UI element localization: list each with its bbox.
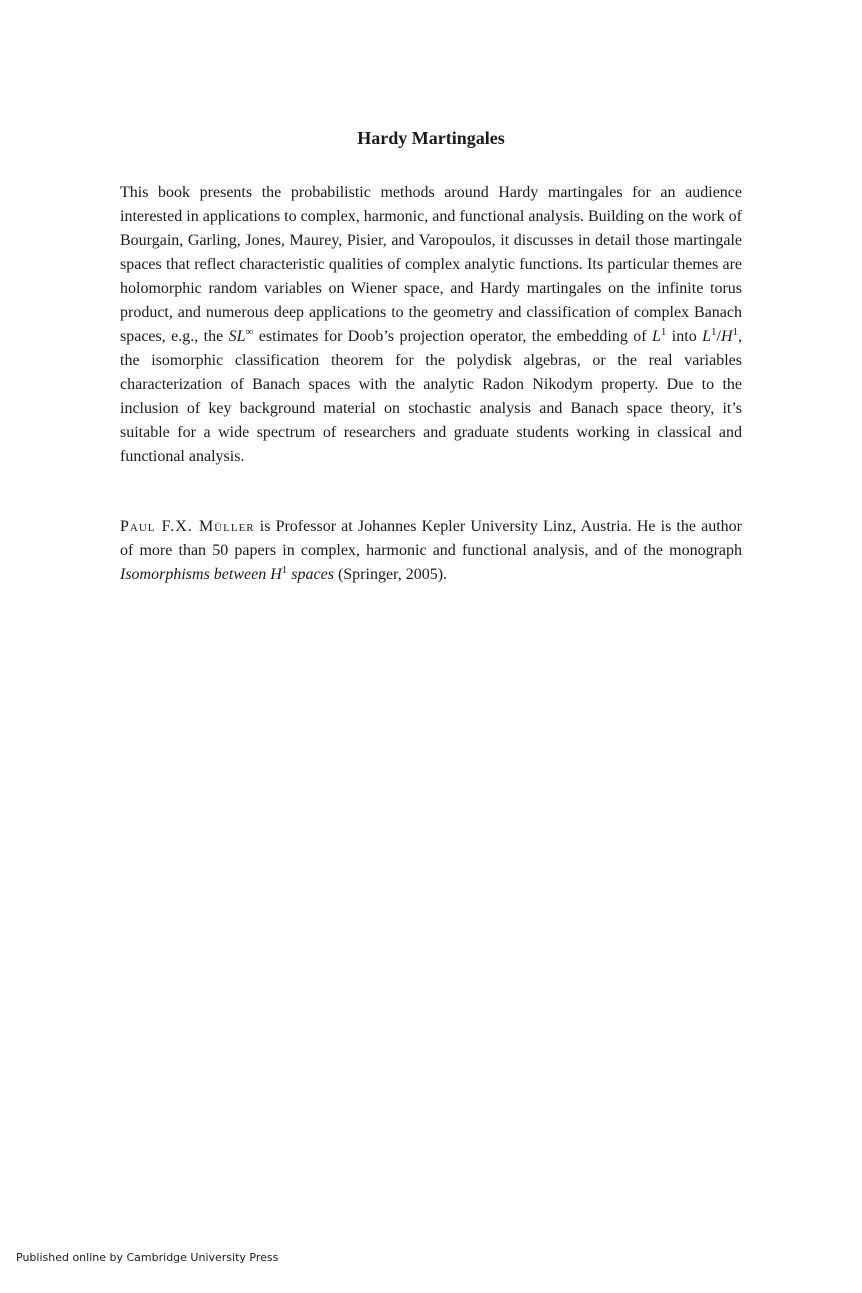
monograph-title: Isomorphisms between $H^1$ spaces <box>120 564 334 583</box>
author-bio <box>120 515 742 587</box>
math-superscript: 1 <box>732 326 739 338</box>
math-l: L <box>702 328 712 345</box>
math-slash: / <box>716 328 721 345</box>
math-l: L <box>651 328 661 345</box>
math-superscript: 1 <box>281 564 288 576</box>
publisher-footer: Published online by Cambridge University Press <box>16 1251 279 1264</box>
author-name: Paul F.X. Müller <box>120 518 255 535</box>
math-infinity: ∞ <box>245 326 254 338</box>
book-title: Hardy Martingales <box>357 128 505 148</box>
math-sl: SL <box>228 328 246 345</box>
math-h: H <box>720 328 733 345</box>
bio-text: (Springer, 2005). <box>333 566 448 583</box>
math-superscript: 1 <box>660 326 667 338</box>
description-text: , the isomorphic classification theorem for the polydisk algebras, or the real variables characterization of Banach spaces with the analytic Radon Nikodym property. Due to the inclusion of key background material on stochastic analysis and Banach space theory, it’s suitable for a wide spectrum of researchers and graduate students working in classical and functional analysis. <box>120 328 743 465</box>
description-text: into <box>666 328 703 345</box>
math-h: H <box>270 566 282 583</box>
book-description <box>120 181 742 469</box>
description-text: This book presents the probabilistic methods around Hardy martingales for an audience interested in applications to complex, harmonic, and functional analysis. Building on the work of Bourgain, Garling, Jones, Maurey, Pisier, and Varopoulos, it discusses in detail those martingale spaces that reflect characteristic qualities of complex analytic functions. Its particular themes are holomorphic random variables on Wiener space, and Hardy martingales on the infinite torus product, and numerous deep applications to the geometry and classification of complex Banach spaces, e.g., the <box>120 184 742 345</box>
bio-text: is Professor at Johannes Kepler University Linz, Austria. He is the author of more than 50 papers in complex, harmonic and functional analysis, and of the monograph <box>120 518 742 559</box>
math-superscript: 1 <box>711 326 717 338</box>
description-text: estimates for Doob’s projection operator, the embedding of <box>253 328 652 345</box>
